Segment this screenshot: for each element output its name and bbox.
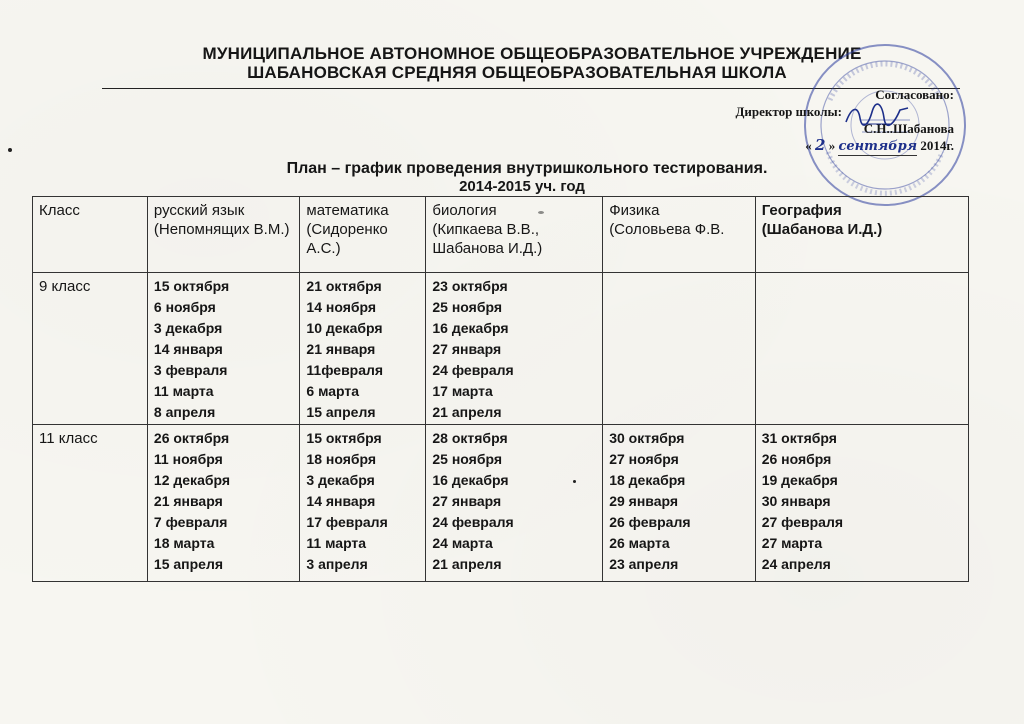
date-open-quote: «: [805, 138, 812, 153]
test-date: 30 января: [761, 493, 831, 509]
test-date: 14 ноября: [306, 299, 377, 315]
date-cell: [147, 425, 300, 582]
test-date: 6 ноября: [153, 299, 216, 315]
date-close-quote: »: [828, 138, 836, 153]
class-label: 9 класс: [39, 278, 91, 295]
test-date: 21 апреля: [432, 404, 502, 420]
test-date: 3 декабря: [153, 320, 223, 336]
test-date: 15 октября: [153, 278, 230, 294]
test-date: 14 января: [306, 493, 376, 509]
approval-date: [694, 137, 954, 156]
test-date: 24 марта: [432, 535, 493, 551]
subject-name: Физика: [609, 202, 660, 219]
director-name: С.Н..Шабанова: [863, 121, 954, 136]
test-date: 16 декабря: [432, 472, 509, 488]
approval-block: [694, 86, 954, 156]
header-cell-russian: [147, 197, 300, 273]
scan-speck: [573, 480, 576, 483]
test-date: 15 апреля: [153, 556, 224, 572]
date-month: сентября: [838, 139, 918, 154]
teacher-name: (Сидоренко А.С.): [306, 221, 388, 257]
header-cell-geography: [755, 197, 968, 273]
table-header-row: [33, 197, 969, 273]
test-date: 27 марта: [761, 535, 823, 551]
test-date: 3 февраля: [153, 362, 228, 378]
test-date: 15 октября: [306, 430, 382, 446]
approval-agreed: Согласовано:: [875, 87, 954, 102]
date-cell: [147, 273, 300, 425]
table-row-grade-9: [33, 273, 969, 425]
test-date: 24 февраля: [432, 514, 514, 530]
test-date: 23 октября: [432, 278, 508, 294]
test-date: 29 января: [609, 493, 679, 509]
academic-year: 2014-2015 уч. год: [459, 178, 585, 195]
test-date: 8 апреля: [153, 404, 216, 420]
test-date: 27 января: [432, 493, 502, 509]
test-date: 17 февраля: [306, 514, 388, 530]
test-date: 18 ноября: [306, 451, 377, 467]
test-date: 18 марта: [153, 535, 215, 551]
test-date: 25 ноября: [432, 299, 503, 315]
test-date: 31 октября: [761, 430, 837, 446]
teacher-name: (Шабанова И.Д.): [761, 221, 883, 238]
header-cell-class: [33, 197, 148, 273]
header-line-2: ШАБАНОВСКАЯ СРЕДНЯЯ ОБЩЕОБРАЗОВАТЕЛЬНАЯ ШКОЛА: [247, 63, 787, 82]
date-day: 2: [815, 136, 826, 154]
subject-name: биология: [432, 202, 497, 219]
test-date: 27 февраля: [761, 514, 844, 530]
scan-speck: [8, 148, 12, 152]
class-cell: [33, 273, 148, 425]
test-date: 18 декабря: [609, 472, 686, 488]
test-date: 3 апреля: [306, 556, 368, 572]
date-cell: [755, 425, 968, 582]
test-date: 21 января: [306, 341, 376, 357]
test-date: 26 октября: [153, 430, 230, 446]
test-date: 26 февраля: [609, 514, 691, 530]
test-date: 16 декабря: [432, 320, 509, 336]
subject-name: География: [761, 202, 842, 219]
test-date: 15 апреля: [306, 404, 376, 420]
test-date: 11 ноября: [153, 451, 223, 467]
subject-name: математика: [306, 202, 389, 219]
teacher-name: (Непомнящих В.М.): [153, 221, 290, 238]
header-cell-physics: [603, 197, 756, 273]
test-date: 6 марта: [306, 383, 360, 399]
test-date: 11 марта: [306, 535, 367, 551]
scan-speck: [538, 211, 544, 214]
header-class-label: Класс: [39, 202, 80, 219]
test-date: 10 декабря: [306, 320, 383, 336]
test-date: 25 ноября: [432, 451, 503, 467]
director-label: Директор школы:: [735, 104, 842, 119]
test-date: 12 декабря: [153, 472, 231, 488]
test-date: 30 октября: [609, 430, 685, 446]
test-date: 17 марта: [432, 383, 493, 399]
table-row-grade-11: [33, 425, 969, 582]
date-cell-empty: [755, 273, 968, 425]
test-date: 24 апреля: [761, 556, 831, 572]
date-cell: [300, 273, 426, 425]
header-cell-biology: [426, 197, 603, 273]
test-date: 24 февраля: [432, 362, 514, 378]
test-date: 11 марта: [153, 383, 214, 399]
test-date: 3 декабря: [306, 472, 375, 488]
document-title: [0, 160, 1024, 196]
date-cell: [426, 273, 603, 425]
test-date: 27 января: [432, 341, 502, 357]
test-date: 21 апреля: [432, 556, 502, 572]
class-cell: [33, 425, 148, 582]
date-cell: [603, 425, 756, 582]
date-cell: [426, 425, 603, 582]
test-date: 26 ноября: [761, 451, 832, 467]
test-date: 27 ноября: [609, 451, 679, 467]
date-year: 2014г.: [920, 138, 954, 153]
test-date: 19 декабря: [761, 472, 838, 488]
test-date: 21 октября: [306, 278, 382, 294]
test-date: 11февраля: [306, 362, 384, 378]
test-date: 26 марта: [609, 535, 670, 551]
plan-title: План – график проведения внутришкольного тестирования.: [286, 160, 768, 177]
class-label: 11 класс: [39, 430, 98, 447]
date-cell-empty: [603, 273, 756, 425]
test-date: 7 февраля: [153, 514, 228, 530]
testing-schedule-table: [32, 196, 969, 582]
date-cell: [300, 425, 426, 582]
test-date: 14 января: [153, 341, 223, 357]
header-cell-math: [300, 197, 426, 273]
subject-name: русский язык: [153, 202, 245, 219]
test-date: 21 января: [153, 493, 223, 509]
header-line-1: МУНИЦИПАЛЬНОЕ АВТОНОМНОЕ ОБЩЕОБРАЗОВАТЕЛЬНОЕ УЧРЕЖДЕНИЕ: [202, 44, 862, 63]
teacher-name: (Соловьева Ф.В.: [609, 221, 725, 238]
test-date: 23 апреля: [609, 556, 679, 572]
test-date: 28 октября: [432, 430, 508, 446]
teacher-name: (Кипкаева В.В., Шабанова И.Д.): [432, 221, 543, 257]
